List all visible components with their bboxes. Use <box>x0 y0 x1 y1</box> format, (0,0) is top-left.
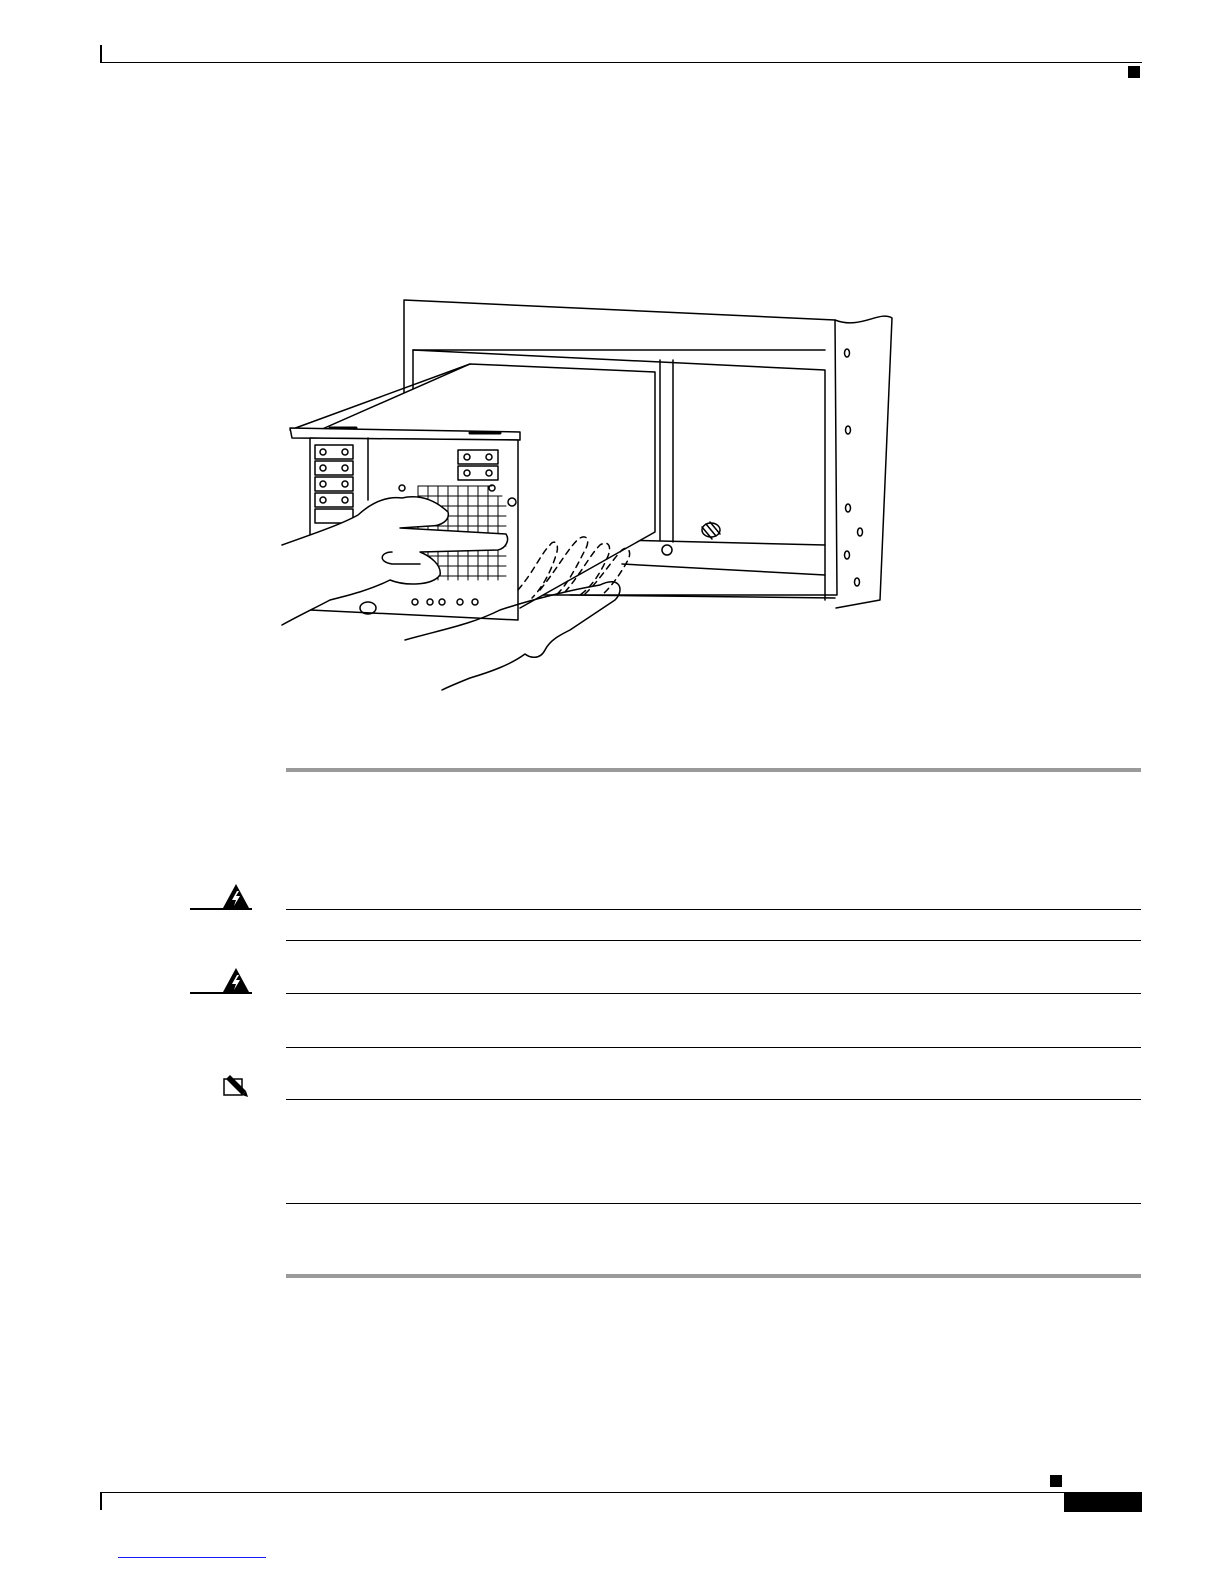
note-pencil-icon <box>222 1073 250 1099</box>
header-left-tick <box>100 45 102 63</box>
header-marker-square <box>1128 66 1140 78</box>
page-number-tab <box>1064 1492 1142 1512</box>
warning-2-left-rule <box>190 992 252 994</box>
warning-2-bottom-rule <box>286 1047 1141 1048</box>
warning-icon <box>222 883 250 909</box>
power-supply-installation-illustration <box>270 290 910 700</box>
power-supply-installation-figure <box>270 290 910 700</box>
footer-marker-square <box>1050 1475 1062 1487</box>
warning-1-top-rule <box>286 909 1141 910</box>
header-rule <box>100 62 1142 63</box>
warning-2-top-rule <box>286 993 1141 994</box>
footer-left-tick <box>100 1492 102 1510</box>
warning-1-bottom-rule <box>286 940 1141 941</box>
warning-1-left-rule <box>190 908 252 910</box>
footer-link-underline[interactable] <box>118 1557 266 1558</box>
warning-icon <box>222 967 250 993</box>
note-bottom-rule <box>286 1203 1141 1204</box>
note-top-rule <box>286 1099 1141 1100</box>
procedure-top-rule <box>286 768 1141 772</box>
procedure-bottom-rule <box>286 1274 1141 1278</box>
footer-rule <box>100 1492 1142 1493</box>
